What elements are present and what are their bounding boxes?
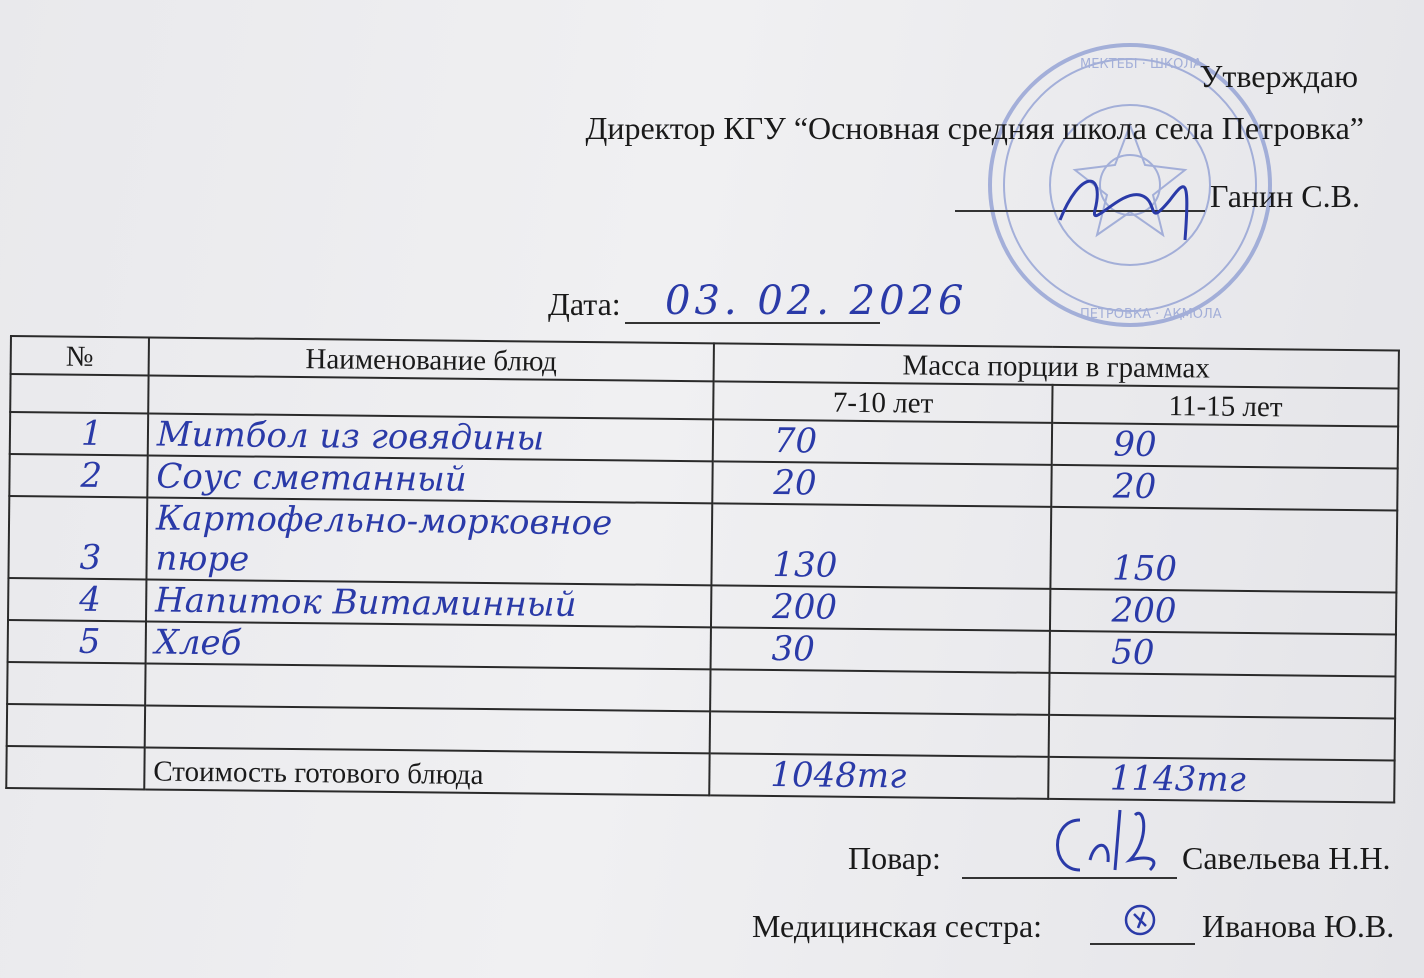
mass-age-2: 150 xyxy=(1051,507,1397,593)
empty-cell xyxy=(145,663,710,711)
empty-cell xyxy=(7,704,145,747)
empty-cell xyxy=(710,711,1050,757)
dish-name: Картофельно-морковное пюре xyxy=(146,497,712,585)
dish-name: Хлеб xyxy=(145,621,710,669)
mass-age-1: 70 xyxy=(713,419,1053,465)
svg-text:ПЕТРОВКА · АҚМОЛА: ПЕТРОВКА · АҚМОЛА xyxy=(1080,307,1222,322)
column-header-age-2: 11-15 лет xyxy=(1053,385,1399,427)
row-number: 4 xyxy=(8,578,146,621)
empty-cell xyxy=(1050,673,1396,719)
mass-age-2: 200 xyxy=(1050,589,1396,635)
column-header-name: Наименование блюд xyxy=(148,337,713,381)
date-value: 03. 02. 2026 xyxy=(665,278,968,324)
director-title: Директор КГУ “Основная средняя школа села Петровка” xyxy=(585,110,1364,146)
empty-cell xyxy=(7,662,145,705)
mass-age-1: 30 xyxy=(710,627,1050,673)
mass-age-2: 20 xyxy=(1052,465,1398,511)
cost-label: Стоимость готового блюда xyxy=(144,747,709,795)
cost-age-1: 1048тг xyxy=(709,753,1049,799)
cook-label: Повар: xyxy=(848,840,941,876)
menu-table xyxy=(5,335,1400,804)
empty-cell xyxy=(148,375,713,419)
nurse-label: Медицинская сестра: xyxy=(752,908,1043,944)
dish-name: Соус сметанный xyxy=(147,455,712,503)
nurse-name: Иванова Ю.В. xyxy=(1202,908,1395,944)
cook-signature-icon xyxy=(1040,800,1170,880)
row-number: 1 xyxy=(10,412,148,455)
approve-label: Утверждаю xyxy=(1199,58,1358,94)
svg-text:МЕКТЕБІ · ШКОЛА: МЕКТЕБІ · ШКОЛА xyxy=(1080,57,1202,72)
director-name: Ганин С.В. xyxy=(1210,178,1360,214)
column-header-mass: Масса порции в граммах xyxy=(713,343,1398,388)
dish-name: Митбол из говядины xyxy=(148,413,713,461)
mass-age-2: 90 xyxy=(1052,423,1398,469)
date-label: Дата: xyxy=(548,286,621,322)
director-signature-icon xyxy=(1050,160,1200,250)
dish-name: Напиток Витаминный xyxy=(146,579,711,627)
row-number: 2 xyxy=(9,454,147,497)
mass-age-1: 20 xyxy=(712,461,1052,507)
table-row xyxy=(8,496,1397,593)
column-header-number: № xyxy=(11,336,149,375)
cost-age-2: 1143тг xyxy=(1049,757,1395,803)
mass-age-1: 200 xyxy=(711,585,1051,631)
column-header-age-1: 7-10 лет xyxy=(713,381,1053,423)
empty-cell xyxy=(145,705,710,753)
nurse-signature-icon xyxy=(1120,900,1160,940)
row-number: 5 xyxy=(8,620,146,663)
empty-cell xyxy=(1049,715,1395,761)
cook-name: Савельева Н.Н. xyxy=(1182,840,1391,876)
empty-cell xyxy=(6,746,144,789)
empty-cell xyxy=(10,374,148,413)
mass-age-2: 50 xyxy=(1050,631,1396,677)
row-number: 3 xyxy=(8,496,147,579)
mass-age-1: 130 xyxy=(711,503,1051,589)
empty-cell xyxy=(710,669,1050,715)
nurse-signature-line xyxy=(1090,943,1195,945)
